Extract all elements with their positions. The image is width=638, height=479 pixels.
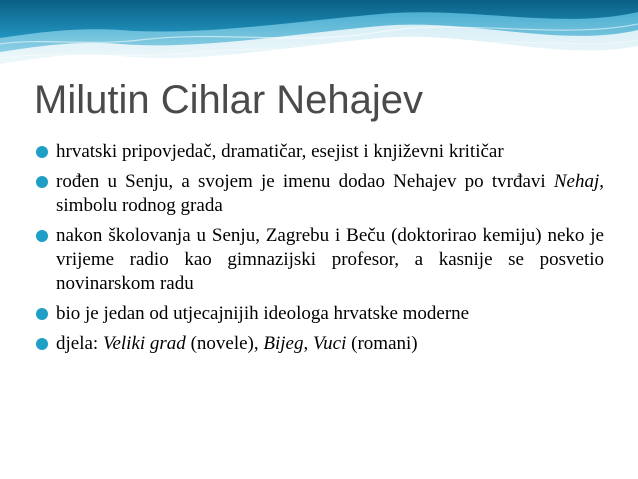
- bullet-item: [34, 224, 604, 296]
- bullet-text: rođen u Senju, a svojem je imenu dodao Nehajev po tvrđavi: [56, 171, 554, 192]
- work-title: Bijeg: [263, 333, 304, 354]
- bullet-text: bio je jedan od utjecajnijih ideologa hrvatske moderne: [56, 303, 470, 324]
- bullet-text: ,: [303, 333, 313, 354]
- bullet-list: [34, 140, 604, 362]
- bullet-text: djela:: [56, 333, 103, 354]
- work-title: Veliki grad: [102, 333, 186, 354]
- header-wave-decoration: [0, 0, 638, 66]
- bullet-icon: [36, 230, 48, 242]
- bullet-text: , simbolu rodnog grada: [56, 171, 604, 216]
- bullet-icon: [36, 146, 48, 158]
- bullet-item: [34, 302, 604, 326]
- bullet-icon: [36, 308, 48, 320]
- work-title: Vuci: [312, 333, 347, 354]
- bullet-icon: [36, 176, 48, 188]
- bullet-item: [34, 170, 604, 218]
- slide-title: Milutin Cihlar Nehajev: [34, 78, 424, 122]
- bullet-text: hrvatski pripovjedač, dramatičar, esejist i književni kritičar: [56, 141, 504, 162]
- bullet-icon: [36, 338, 48, 350]
- bullet-text: (novele),: [185, 333, 264, 354]
- bullet-text: nakon školovanja u Senju, Zagrebu i Beču (doktorirao kemiju) neko je vrijeme radio kao gimnazijski profesor, a kasnije se posvetio novinarskom radu: [56, 225, 604, 294]
- bullet-text: (romani): [346, 333, 418, 354]
- bullet-italic-text: Nehaj: [553, 171, 600, 192]
- bullet-item: [34, 140, 604, 164]
- bullet-item: [34, 332, 604, 356]
